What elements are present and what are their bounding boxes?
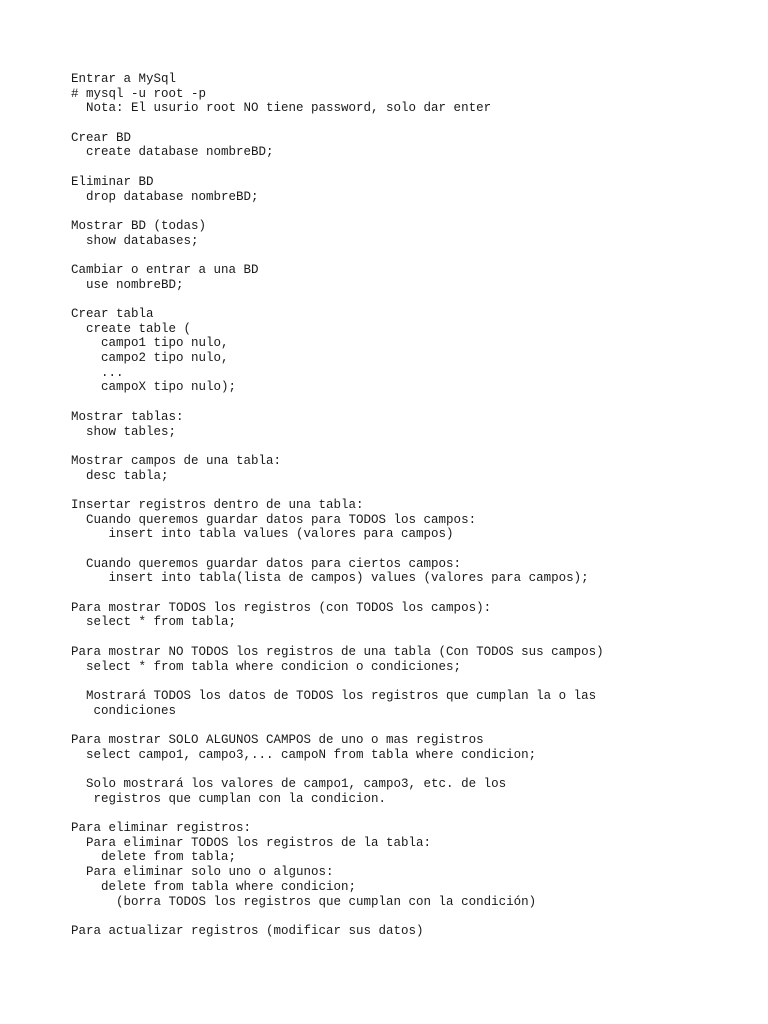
text-line (71, 160, 751, 175)
text-line: Crear tabla (71, 307, 154, 321)
text-line: insert into tabla(lista de campos) values (valores para campos); (71, 571, 589, 586)
text-line: condiciones (71, 703, 177, 718)
text-line (71, 395, 751, 410)
text-line: create table ( (71, 321, 192, 336)
text-line: delete from tabla; (71, 850, 237, 865)
text-line (71, 116, 751, 131)
text-line: use nombreBD; (71, 277, 184, 292)
text-line (71, 439, 751, 454)
text-line: Mostrar tablas: (71, 409, 184, 424)
document-body (71, 72, 751, 939)
text-line: drop database nombreBD; (71, 189, 259, 204)
text-line (71, 292, 751, 307)
text-line: Solo mostrará los valores de campo1, campo3, etc. de los (71, 777, 507, 791)
text-line: Mostrar BD (todas) (71, 218, 207, 233)
text-line: Para eliminar TODOS los registros de la tabla: (71, 835, 432, 850)
text-line: select * from tabla; (71, 615, 237, 630)
text-line: insert into tabla values (valores para campos) (71, 527, 454, 542)
text-line: campo2 tipo nulo, (71, 351, 229, 366)
text-line: Insertar registros dentro de una tabla: (71, 497, 364, 512)
text-line: ... (71, 365, 124, 380)
text-line: Mostrará TODOS los datos de TODOS los registros que cumplan la o las (71, 688, 597, 703)
text-line (71, 718, 751, 733)
text-line: desc tabla; (71, 468, 169, 483)
text-line: Nota: El usurio root NO tiene password, solo dar enter (71, 101, 492, 116)
text-line: registros que cumplan con la condicion. (71, 791, 387, 806)
text-line: Para eliminar registros: (71, 821, 252, 836)
text-line: # mysql -u root -p (71, 86, 207, 101)
text-line (71, 483, 751, 498)
text-line: (borra TODOS los registros que cumplan con la condición) (71, 894, 537, 909)
text-line (71, 586, 751, 601)
text-line: Para eliminar solo uno o algunos: (71, 865, 334, 880)
text-line: Para mostrar SOLO ALGUNOS CAMPOS de uno o mas registros (71, 732, 484, 747)
text-line: Para mostrar NO TODOS los registros de una tabla (Con TODOS sus campos) (71, 644, 604, 659)
text-line: Para mostrar TODOS los registros (con TODOS los campos): (71, 600, 492, 615)
text-line (71, 674, 751, 689)
text-line: select * from tabla where condicion o condiciones; (71, 659, 462, 674)
text-line: Mostrar campos de una tabla: (71, 453, 282, 468)
text-line: create database nombreBD; (71, 145, 274, 160)
text-line: show tables; (71, 424, 177, 439)
text-line: Cuando queremos guardar datos para ciertos campos: (71, 556, 462, 571)
text-line (71, 762, 751, 777)
text-line (71, 806, 751, 821)
text-line: campo1 tipo nulo, (71, 336, 229, 351)
text-line: select campo1, campo3,... campoN from tabla where condicion; (71, 747, 537, 762)
text-line: Cuando queremos guardar datos para TODOS los campos: (71, 512, 477, 527)
text-line: campoX tipo nulo); (71, 380, 237, 395)
text-line: Crear BD (71, 130, 132, 145)
text-line (71, 248, 751, 263)
text-line (71, 909, 751, 924)
text-line: show databases; (71, 233, 199, 248)
text-line: Para actualizar registros (modificar sus datos) (71, 923, 424, 938)
text-line (71, 204, 751, 219)
text-line (71, 630, 751, 645)
text-line (71, 542, 751, 557)
text-line: Cambiar o entrar a una BD (71, 262, 259, 277)
text-line: Eliminar BD (71, 174, 154, 189)
text-line: delete from tabla where condicion; (71, 879, 357, 894)
text-line: Entrar a MySql (71, 72, 177, 86)
